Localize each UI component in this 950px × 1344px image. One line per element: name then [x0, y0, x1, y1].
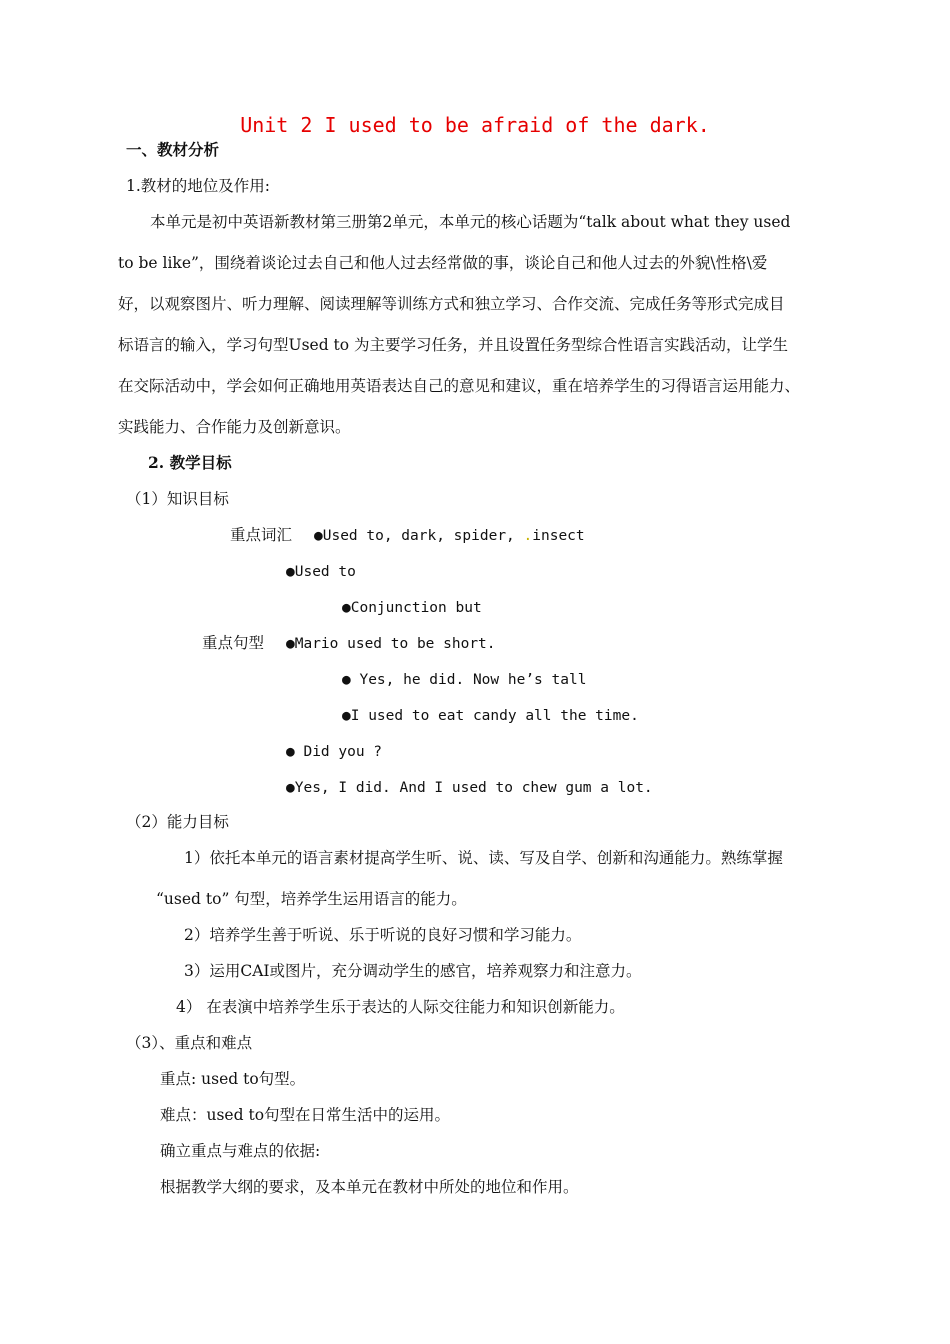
- subsection-heading-ability: （2）能力目标: [126, 813, 229, 831]
- basis-heading: 确立重点与难点的依据:: [160, 1142, 321, 1160]
- sentence-pattern: ● Did you ?: [286, 744, 383, 760]
- section-heading-objectives: 2. 教学目标: [148, 453, 232, 472]
- ability-item-4: 4） 在表演中培养学生乐于表达的人际交往能力和知识创新能力。: [176, 998, 625, 1016]
- sentence-label: 重点句型: [202, 634, 265, 652]
- ability-item-3: 3）运用CAI或图片，充分调动学生的感官，培养观察力和注意力。: [184, 962, 642, 980]
- paragraph-line: 本单元是初中英语新教材第三册第2单元，本单元的核心话题为“talk about what they used: [150, 213, 791, 231]
- vocab-last: insect: [532, 528, 585, 544]
- sentence-pattern: ●I used to eat candy all the time.: [342, 708, 639, 724]
- subsection-heading-knowledge: （1）知识目标: [126, 490, 229, 508]
- difficulty-point: 难点：used to句型在日常生活中的运用。: [160, 1106, 451, 1124]
- vocab-line-3: ●Conjunction but: [342, 600, 482, 616]
- ability-item-1-cont: “used to” 句型，培养学生运用语言的能力。: [156, 890, 467, 908]
- paragraph-line: 实践能力、合作能力及创新意识。: [118, 418, 351, 436]
- paragraph-line: 标语言的输入，学习句型Used to 为主要学习任务，并且设置任务型综合性语言实践活动，让学生: [118, 336, 789, 354]
- ability-item-1: 1）依托本单元的语言素材提高学生听、说、读、写及自学、创新和沟通能力。熟练掌握: [184, 849, 783, 867]
- paragraph-line: 在交际活动中，学会如何正确地用英语表达自己的意见和建议，重在培养学生的习得语言运用能力、: [118, 377, 801, 395]
- vocab-items: ●Used to, dark, spider,: [314, 528, 524, 544]
- sentence-pattern: ● Yes, he did. Now he’s tall: [342, 672, 587, 688]
- section-heading-analysis: 一、教材分析: [126, 140, 220, 159]
- subsection-heading-keypoints: （3）、重点和难点: [126, 1034, 253, 1052]
- sentence-pattern: ●Mario used to be short.: [286, 636, 496, 652]
- focus-point: 重点: used to句型。: [160, 1070, 306, 1088]
- sentence-pattern: ●Yes, I did. And I used to chew gum a lot.: [286, 780, 653, 796]
- paragraph-line: to be like”，围绕着谈论过去自己和他人过去经常做的事，谈论自己和他人过去的外貌\性格\爱: [118, 254, 768, 272]
- subsection-heading-position: 1.教材的地位及作用:: [126, 177, 271, 195]
- vocab-dot: .: [523, 528, 533, 544]
- basis-text: 根据教学大纲的要求，及本单元在教材中所处的地位和作用。: [160, 1178, 579, 1196]
- document-title: Unit 2 I used to be afraid of the dark.: [240, 113, 710, 137]
- vocab-line: [314, 526, 585, 546]
- vocab-label: 重点词汇: [230, 526, 293, 544]
- ability-item-2: 2）培养学生善于听说、乐于听说的良好习惯和学习能力。: [184, 926, 582, 944]
- vocab-line-2: ●Used to: [286, 564, 356, 580]
- paragraph-line: 好，以观察图片、听力理解、阅读理解等训练方式和独立学习、合作交流、完成任务等形式完成目: [118, 295, 785, 313]
